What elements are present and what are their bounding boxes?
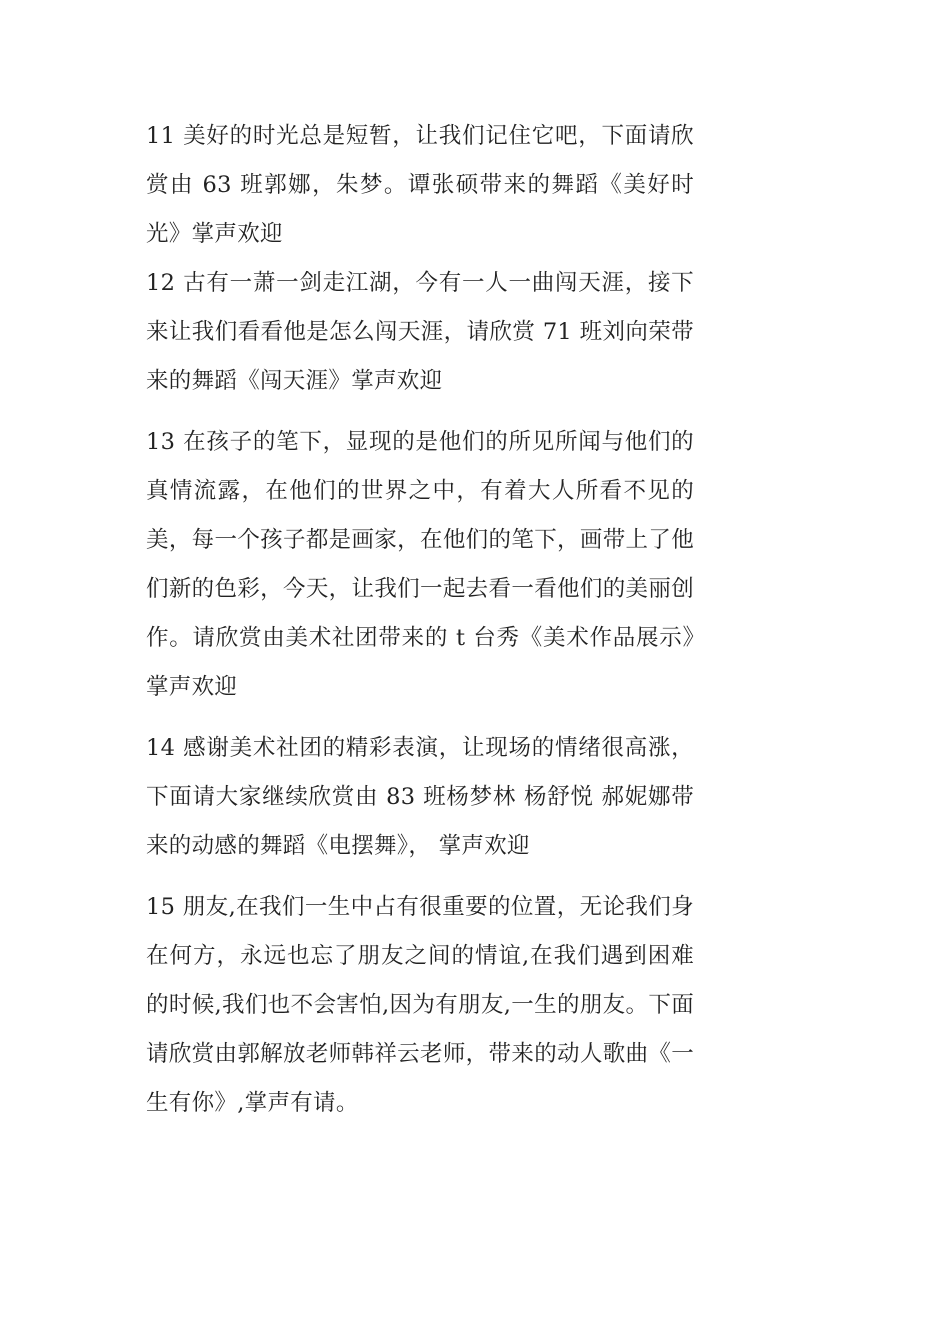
paragraph-11: 11 美好的时光总是短暂，让我们记住它吧，下面请欣赏由 63 班郭娜，朱梦。谭张硕带来的舞蹈《美好时光》掌声欢迎 — [146, 123, 694, 247]
paragraph-15: 15 朋友,在我们一生中占有很重要的位置，无论我们身在何方，永远也忘了朋友之间的情谊,在我们遇到困难的时候,我们也不会害怕,因为有朋友,一生的朋友。下面请欣赏由郭解放老师韩祥云老师，带来的动人歌曲《一生有你》,掌声有请。 — [146, 894, 694, 1116]
paragraph-12: 12 古有一萧一剑走江湖，今有一人一曲闯天涯，接下来让我们看看他是怎么闯天涯，请欣赏 71 班刘向荣带来的舞蹈《闯天涯》掌声欢迎 — [146, 270, 694, 394]
document-body — [146, 112, 694, 1128]
paragraph-14: 14 感谢美术社团的精彩表演，让现场的情绪很高涨，下面请大家继续欣赏由 83 班杨梦林 杨舒悦 郝妮娜带来的动感的舞蹈《电摆舞》， 掌声欢迎 — [146, 735, 694, 859]
paragraph-13: 13 在孩子的笔下，显现的是他们的所见所闻与他们的真情流露，在他们的世界之中，有着大人所看不见的美，每一个孩子都是画家，在他们的笔下，画带上了他们新的色彩，今天，让我们一起去看一看他们的美丽创作。请欣赏由美术社团带来的 t 台秀《美术作品展示》掌声欢迎 — [146, 429, 694, 700]
